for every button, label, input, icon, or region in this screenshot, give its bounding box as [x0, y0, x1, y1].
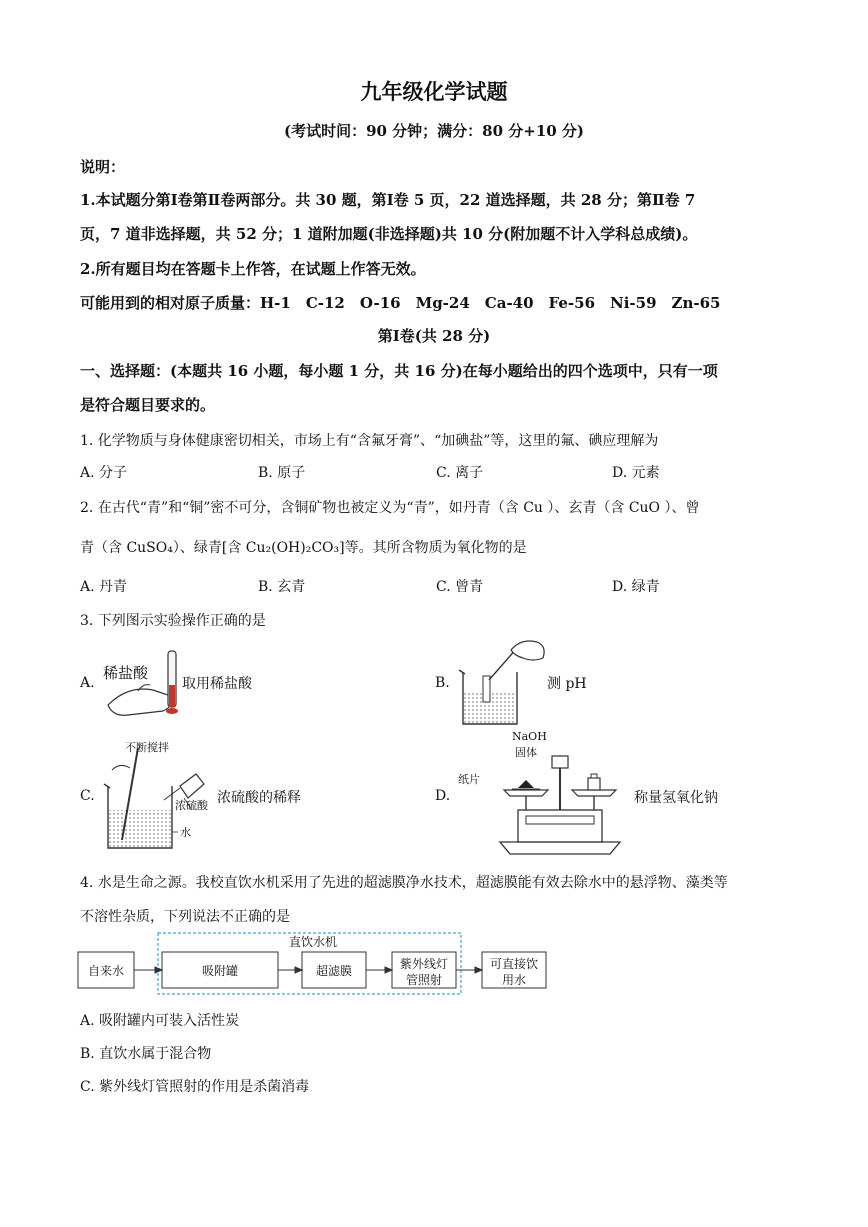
q1-option-d: D. 元素: [612, 465, 660, 481]
q2-option-c: C. 曾青: [436, 579, 484, 595]
part-1-instruction-line-1: 一、选择题：(本题共 16 小题，每小题 1 分，共 16 分)在每小题给出的四个选项中，只有一项: [80, 362, 718, 380]
flow-uv-line-1: 紫外线灯: [399, 957, 448, 971]
flow-output-line-2: 用水: [501, 973, 526, 987]
acid-bottle: [180, 774, 204, 798]
balance-base: [500, 842, 620, 854]
q3-d-naoh-label: NaOH: [512, 730, 547, 743]
q2-option-d: D. 绿青: [612, 579, 660, 595]
arrow-3: [385, 967, 392, 973]
acid-liquid: [169, 685, 175, 707]
q1-option-b: B. 原子: [258, 465, 306, 481]
q2-option-b: B. 玄青: [258, 579, 306, 595]
q1-option-c: C. 离子: [436, 465, 484, 481]
flow-uv-line-2: 管照射: [405, 973, 442, 987]
note-1-line-2: 页，7 道非选择题，共 52 分；1 道附加题(非选择题)共 10 分(附加题不计入学科总成绩)。: [80, 225, 698, 243]
q4-option-a: A. 吸附罐内可装入活性炭: [80, 1013, 240, 1029]
q3-d-paper-label: 纸片: [458, 773, 480, 786]
q3-c-water-label: 水: [180, 826, 191, 839]
note-label: 说明：: [80, 158, 126, 176]
question-4-stem-line-1: 4. 水是生命之源。我校直饮水机采用了先进的超滤膜净水技术，超滤膜能有效去除水中的悬浮物、藻类等: [80, 875, 728, 891]
question-2-stem-line-1: 2. 在古代“青”和“铜”密不可分，含铜矿物也被定义为“青”，如丹青（含 Cu ）、玄青（含 CuO ）、曾: [80, 500, 700, 516]
q4-option-c: C. 紫外线灯管照射的作用是杀菌消毒: [80, 1079, 310, 1095]
q3-d-caption: 称量氢氧化钠: [634, 790, 718, 806]
q3-d-illustration: [490, 748, 630, 856]
flow-output-line-1: 可直接饮: [489, 957, 538, 971]
weight: [588, 778, 600, 790]
part-1-instruction-line-2: 是符合题目要求的。: [80, 396, 216, 414]
q3-c-acid-label: 浓硫酸: [175, 799, 208, 812]
q1-option-a: A. 分子: [80, 465, 128, 481]
q3-d-solid-label: 固体: [515, 746, 537, 759]
q3-option-b-letter: B.: [435, 675, 450, 691]
flow-machine-label: 直饮水机: [288, 935, 337, 949]
q2-option-a: A. 丹青: [80, 579, 128, 595]
page-title: 九年级化学试题: [360, 79, 508, 104]
q3-option-a-letter: A.: [80, 675, 95, 691]
arrow-4: [475, 967, 482, 973]
flow-adsorb: 吸附罐: [201, 964, 238, 978]
section-title: 第Ⅰ卷(共 28 分): [377, 327, 491, 345]
q3-option-c-letter: C.: [80, 788, 95, 804]
hand-shape: [511, 641, 544, 660]
q3-c-stir-label: 不断搅拌: [125, 741, 169, 754]
q3-b-caption: 测 pH: [547, 676, 587, 692]
question-2-stem-line-2: 青（含 CuSO₄）、绿青[含 Cu₂(OH)₂CO₃]等。其所含物质为氧化物的是: [80, 540, 527, 556]
question-1-stem: 1. 化学物质与身体健康密切相关，市场上有“含氟牙膏”、“加碘盐”等，这里的氟、碘应理解为: [80, 433, 659, 449]
arrow-1: [155, 967, 162, 973]
flow-uf: 超滤膜: [315, 964, 352, 978]
q3-a-tag: 稀盐酸: [103, 664, 149, 682]
exam-info: (考试时间：90 分钟；满分：80 分+10 分): [283, 122, 585, 140]
q3-b-illustration: [455, 636, 550, 728]
note-2: 2.所有题目均在答题卡上作答，在试题上作答无效。: [80, 260, 426, 278]
hand-shape: [108, 689, 171, 715]
note-1-line-1: 1.本试题分第Ⅰ卷第Ⅱ卷两部分。共 30 题，第Ⅰ卷 5 页，22 道选择题，共 28 分；第Ⅱ卷 7: [80, 191, 696, 209]
q3-a-caption: 取用稀盐酸: [182, 676, 252, 692]
arrow-2: [295, 967, 302, 973]
q3-option-d-letter: D.: [435, 788, 451, 804]
right-pan: [572, 790, 616, 796]
water-in-beaker: [109, 810, 171, 847]
atomic-masses: 可能用到的相对原子质量：H-1 C-12 O-16 Mg-24 Ca-40 Fe-56 Ni-59 Zn-65: [80, 294, 721, 312]
flow-tap-water: 自来水: [87, 964, 124, 978]
q4-option-b: B. 直饮水属于混合物: [80, 1046, 212, 1062]
question-3-stem: 3. 下列图示实验操作正确的是: [80, 613, 266, 629]
balance-body: [518, 810, 602, 842]
q3-c-caption: 浓硫酸的稀释: [217, 790, 301, 806]
left-pan: [504, 790, 548, 796]
question-4-stem-line-2: 不溶性杂质，下列说法不正确的是: [80, 909, 290, 925]
naoh-solid: [518, 780, 534, 788]
